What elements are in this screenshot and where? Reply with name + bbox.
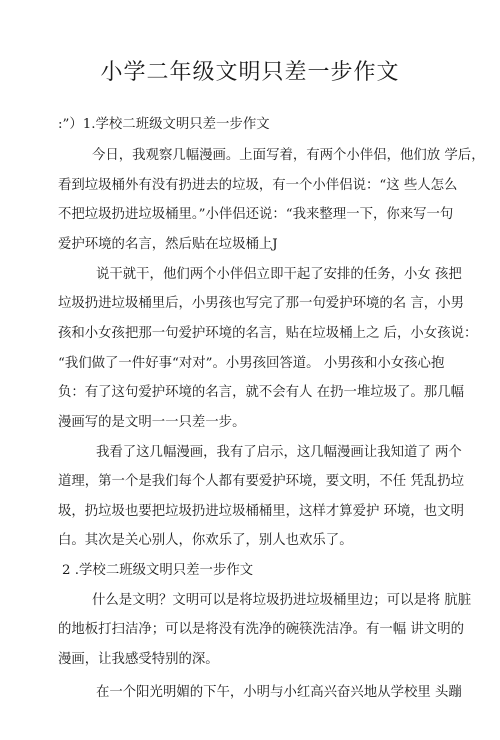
paragraph-line: 在一个阳光明媚的下午，小明与小红高兴奋兴地从学校里 头蹦	[96, 685, 462, 700]
paragraph-line: 漫画写的是文明一一只差一步。	[58, 415, 246, 430]
paragraph-line: 不把垃圾扔进垃圾桶里。”小伴侣还说：“我来整理一下，你来写一句	[58, 207, 454, 222]
paragraph-line: 今日，我观察几幅漫画。上面写着，有两个小伴侣，他们放 学后，	[92, 148, 485, 163]
paragraph-line: 看到垃圾桶外有没有扔进去的垃圾，有一个小伴侣说：“这 些人怎么	[58, 178, 458, 193]
paragraph-line: 负：有了这句爱护环境的名言，就不会有人 在扔一堆垃圾了。那几幅	[58, 385, 464, 400]
section-heading: :”）1.学校二班级文明只差一步作文	[58, 117, 270, 132]
paragraph-line: 孩和小女孩把那一句爱护环境的名言，贴在垃圾桶上之 后，小女孩说：	[58, 326, 478, 341]
paragraph-line: 圾，扔垃圾也要把垃圾扔进垃圾桶桶里，这样才算爱护 环境，也文明	[58, 504, 464, 519]
paragraph-line: 爱护环境的名言，然后贴在垃圾桶上J	[58, 237, 278, 252]
section-heading: 2 .学校二班级文明只差一步作文	[62, 563, 254, 578]
paragraph-line: 我看了这几幅漫画，我有了启示，这几幅漫画让我知道了 两个	[96, 445, 462, 460]
paragraph-line: 说干就干，他们两个小伴侣立即干起了安排的任务，小女 孩把	[96, 267, 462, 282]
paragraph-line: 漫画，让我感受特别的深。	[58, 652, 219, 667]
paragraph-line: 的地板打扫洁净；可以是将没有洗净的碗筷洗洁净。有一幅 讲文明的	[58, 622, 464, 637]
document-title: 小学二年级文明只差一步作文	[100, 60, 400, 85]
paragraph-line: 垃圾扔进垃圾桶里后，小男孩也写完了那一句爱护环境的名 言，小男	[58, 296, 464, 311]
paragraph-line: 道理，第一个是我们每个人都有要爱护环境，要文明，不任 凭乱扔垃	[58, 474, 464, 489]
paragraph-line: 白。其次是关心别人，你欢乐了，别人也欢乐了。	[58, 533, 353, 548]
paragraph-line: “我们做了一件好事“对对”。小男孩回答道。 小男孩和小女孩心抱	[58, 356, 445, 371]
paragraph-line: 什么是文明？文明可以是将垃圾扔进垃圾桶里边；可以是将 肮脏	[92, 593, 472, 608]
